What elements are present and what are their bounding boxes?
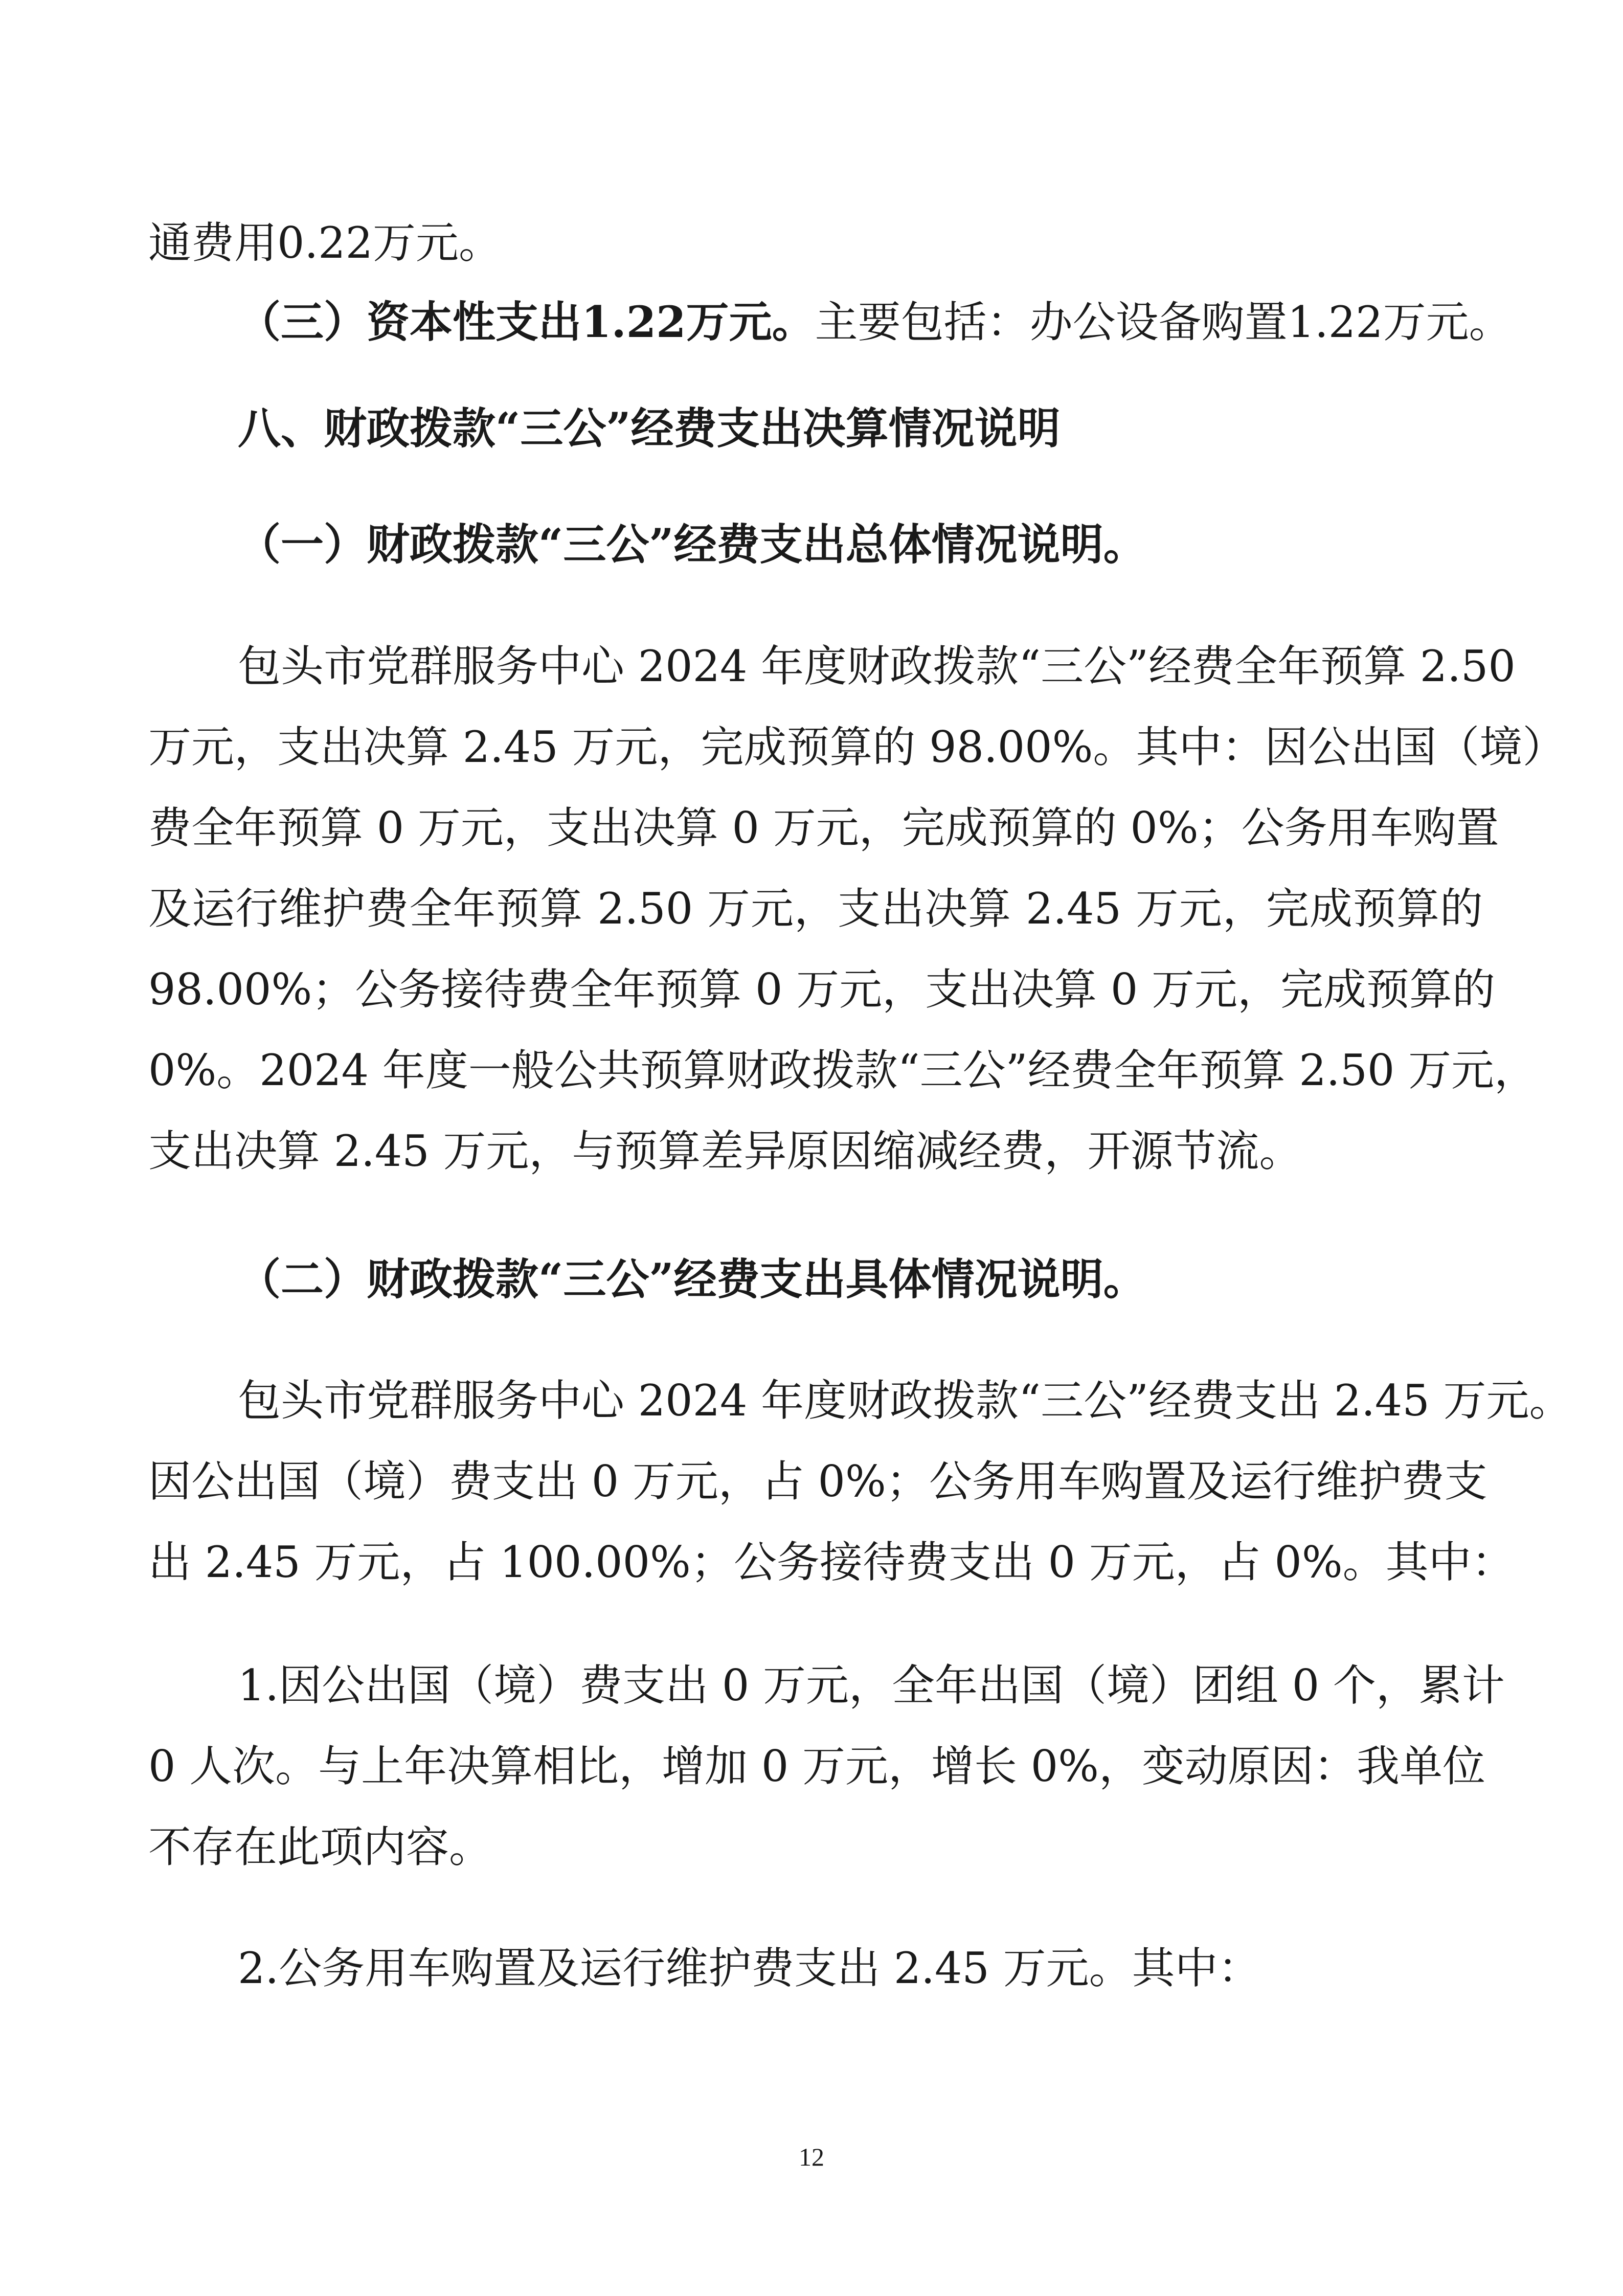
paragraph-line: 98.00%；公务接待费全年预算 0 万元，支出决算 0 万元，完成预算的 xyxy=(148,964,1495,1015)
section-heading: 八、财政拨款“三公”经费支出决算情况说明 xyxy=(238,403,1061,454)
paragraph-line: 因公出国（境）费支出 0 万元，占 0%；公务用车购置及运行维护费支 xyxy=(148,1456,1487,1506)
paragraph-line: 0%。2024 年度一般公共预算财政拨款“三公”经费全年预算 2.50 万元， xyxy=(148,1045,1538,1095)
subheading-specific: （二）财政拨款“三公”经费支出具体情况说明。 xyxy=(238,1254,1146,1304)
paragraph-line: 及运行维护费全年预算 2.50 万元，支出决算 2.45 万元，完成预算的 xyxy=(148,884,1483,934)
paragraph-line: 支出决算 2.45 万元，与预算差异原因缩减经费，开源节流。 xyxy=(148,1126,1302,1176)
page-number: 12 xyxy=(799,2143,824,2171)
paragraph-line: 包头市党群服务中心 2024 年度财政拨款“三公”经费全年预算 2.50 xyxy=(238,641,1516,691)
paragraph-line: 万元，支出决算 2.45 万元，完成预算的 98.00%。其中：因公出国（境） xyxy=(148,722,1566,772)
list-item-line: 1.因公出国（境）费支出 0 万元，全年出国（境）团组 0 个，累计 xyxy=(238,1660,1505,1710)
paragraph-line: 包头市党群服务中心 2024 年度财政拨款“三公”经费支出 2.45 万元。 xyxy=(238,1376,1572,1426)
paragraph-line: 出 2.45 万元，占 100.00%；公务接待费支出 0 万元，占 0%。其中： xyxy=(148,1537,1515,1587)
subheading-overall: （一）财政拨款“三公”经费支出总体情况说明。 xyxy=(238,519,1146,570)
list-item-line: 0 人次。与上年决算相比，增加 0 万元，增长 0%，变动原因：我单位 xyxy=(148,1741,1485,1791)
paragraph-line: 费全年预算 0 万元，支出决算 0 万元，完成预算的 0%；公务用车购置 xyxy=(148,803,1499,853)
subheading-detail: 主要包括：办公设备购置1.22万元。 xyxy=(815,297,1512,347)
list-item-line: 2.公务用车购置及运行维护费支出 2.45 万元。其中： xyxy=(238,1943,1261,1993)
subheading-label: （三）资本性支出1.22万元。 xyxy=(238,297,815,347)
subheading-capital-expenditure xyxy=(238,291,1512,353)
list-item-line: 不存在此项内容。 xyxy=(148,1822,492,1872)
text-line: 通费用0.22万元。 xyxy=(148,218,502,268)
